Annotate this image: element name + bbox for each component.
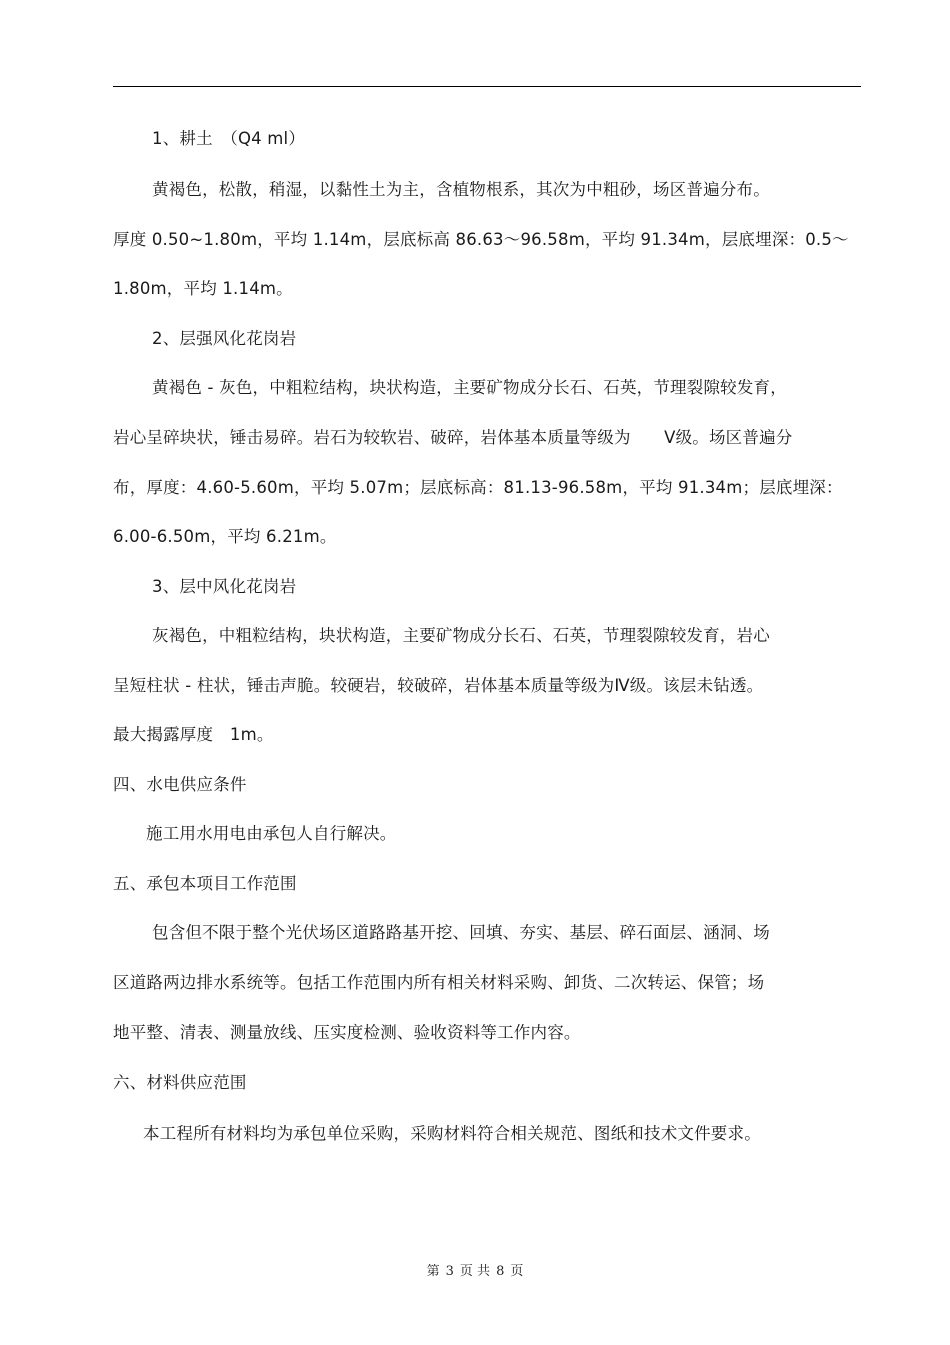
paragraph-line: 最大揭露厚度 1m。	[113, 725, 274, 744]
footer-middle: 页 共	[459, 1264, 491, 1279]
footer-prefix: 第	[426, 1264, 440, 1279]
subsection-heading-2: 2、层强风化花岗岩	[152, 329, 297, 348]
section-heading-5: 五、承包本项目工作范围	[113, 874, 297, 893]
paragraph-line: 区道路两边排水系统等。包括工作范围内所有相关材料采购、卸货、二次转运、保管；场	[113, 973, 765, 992]
subsection-heading-3: 3、层中风化花岗岩	[152, 577, 297, 596]
paragraph-line: 布，厚度：4.60-5.60m，平均 5.07m；层底标高：81.13-96.58m，平均 91.34m；层底埋深：	[113, 478, 843, 497]
paragraph-line: 1.80m，平均 1.14m。	[113, 279, 293, 298]
footer-suffix: 页	[510, 1264, 524, 1279]
paragraph-line: 灰褐色，中粗粒结构，块状构造，主要矿物成分长石、石英，节理裂隙较发育，岩心	[152, 626, 770, 645]
total-page-count: 8	[496, 1264, 505, 1279]
paragraph-line: 黄褐色，松散，稍湿，以黏性土为主，含植物根系，其次为中粗砂，场区普遍分布。	[152, 180, 770, 199]
paragraph-line: 6.00-6.50m，平均 6.21m。	[113, 527, 337, 546]
current-page-number: 3	[445, 1264, 454, 1279]
subsection-heading-1: 1、耕土 （Q4 ml）	[152, 129, 306, 148]
section-heading-6: 六、材料供应范围	[113, 1073, 247, 1092]
paragraph-line: 本工程所有材料均为承包单位采购，采购材料符合相关规范、图纸和技术文件要求。	[143, 1124, 761, 1143]
section-heading-4: 四、水电供应条件	[113, 775, 247, 794]
paragraph-line: 厚度 0.50~1.80m，平均 1.14m，层底标高 86.63～96.58m，平均 91.34m，层底埋深：0.5～	[113, 230, 849, 249]
paragraph-line: 包含但不限于整个光伏场区道路路基开挖、回填、夯实、基层、碎石面层、涵洞、场	[152, 923, 770, 942]
paragraph-line: 黄褐色 - 灰色，中粗粒结构，块状构造，主要矿物成分长石、石英，节理裂隙较发育，	[152, 378, 787, 397]
paragraph-line: 施工用水用电由承包人自行解决。	[146, 824, 397, 843]
paragraph-line: 地平整、清表、测量放线、压实度检测、验收资料等工作内容。	[113, 1023, 581, 1042]
page-footer	[0, 1263, 950, 1281]
paragraph-line: 岩心呈碎块状，锤击易碎。岩石为较软岩、破碎，岩体基本质量等级为 Ⅴ级。场区普遍分	[113, 428, 793, 447]
header-rule	[113, 86, 861, 87]
paragraph-line: 呈短柱状 - 柱状，锤击声脆。较硬岩，较破碎，岩体基本质量等级为Ⅳ级。该层未钻透。	[113, 676, 764, 695]
